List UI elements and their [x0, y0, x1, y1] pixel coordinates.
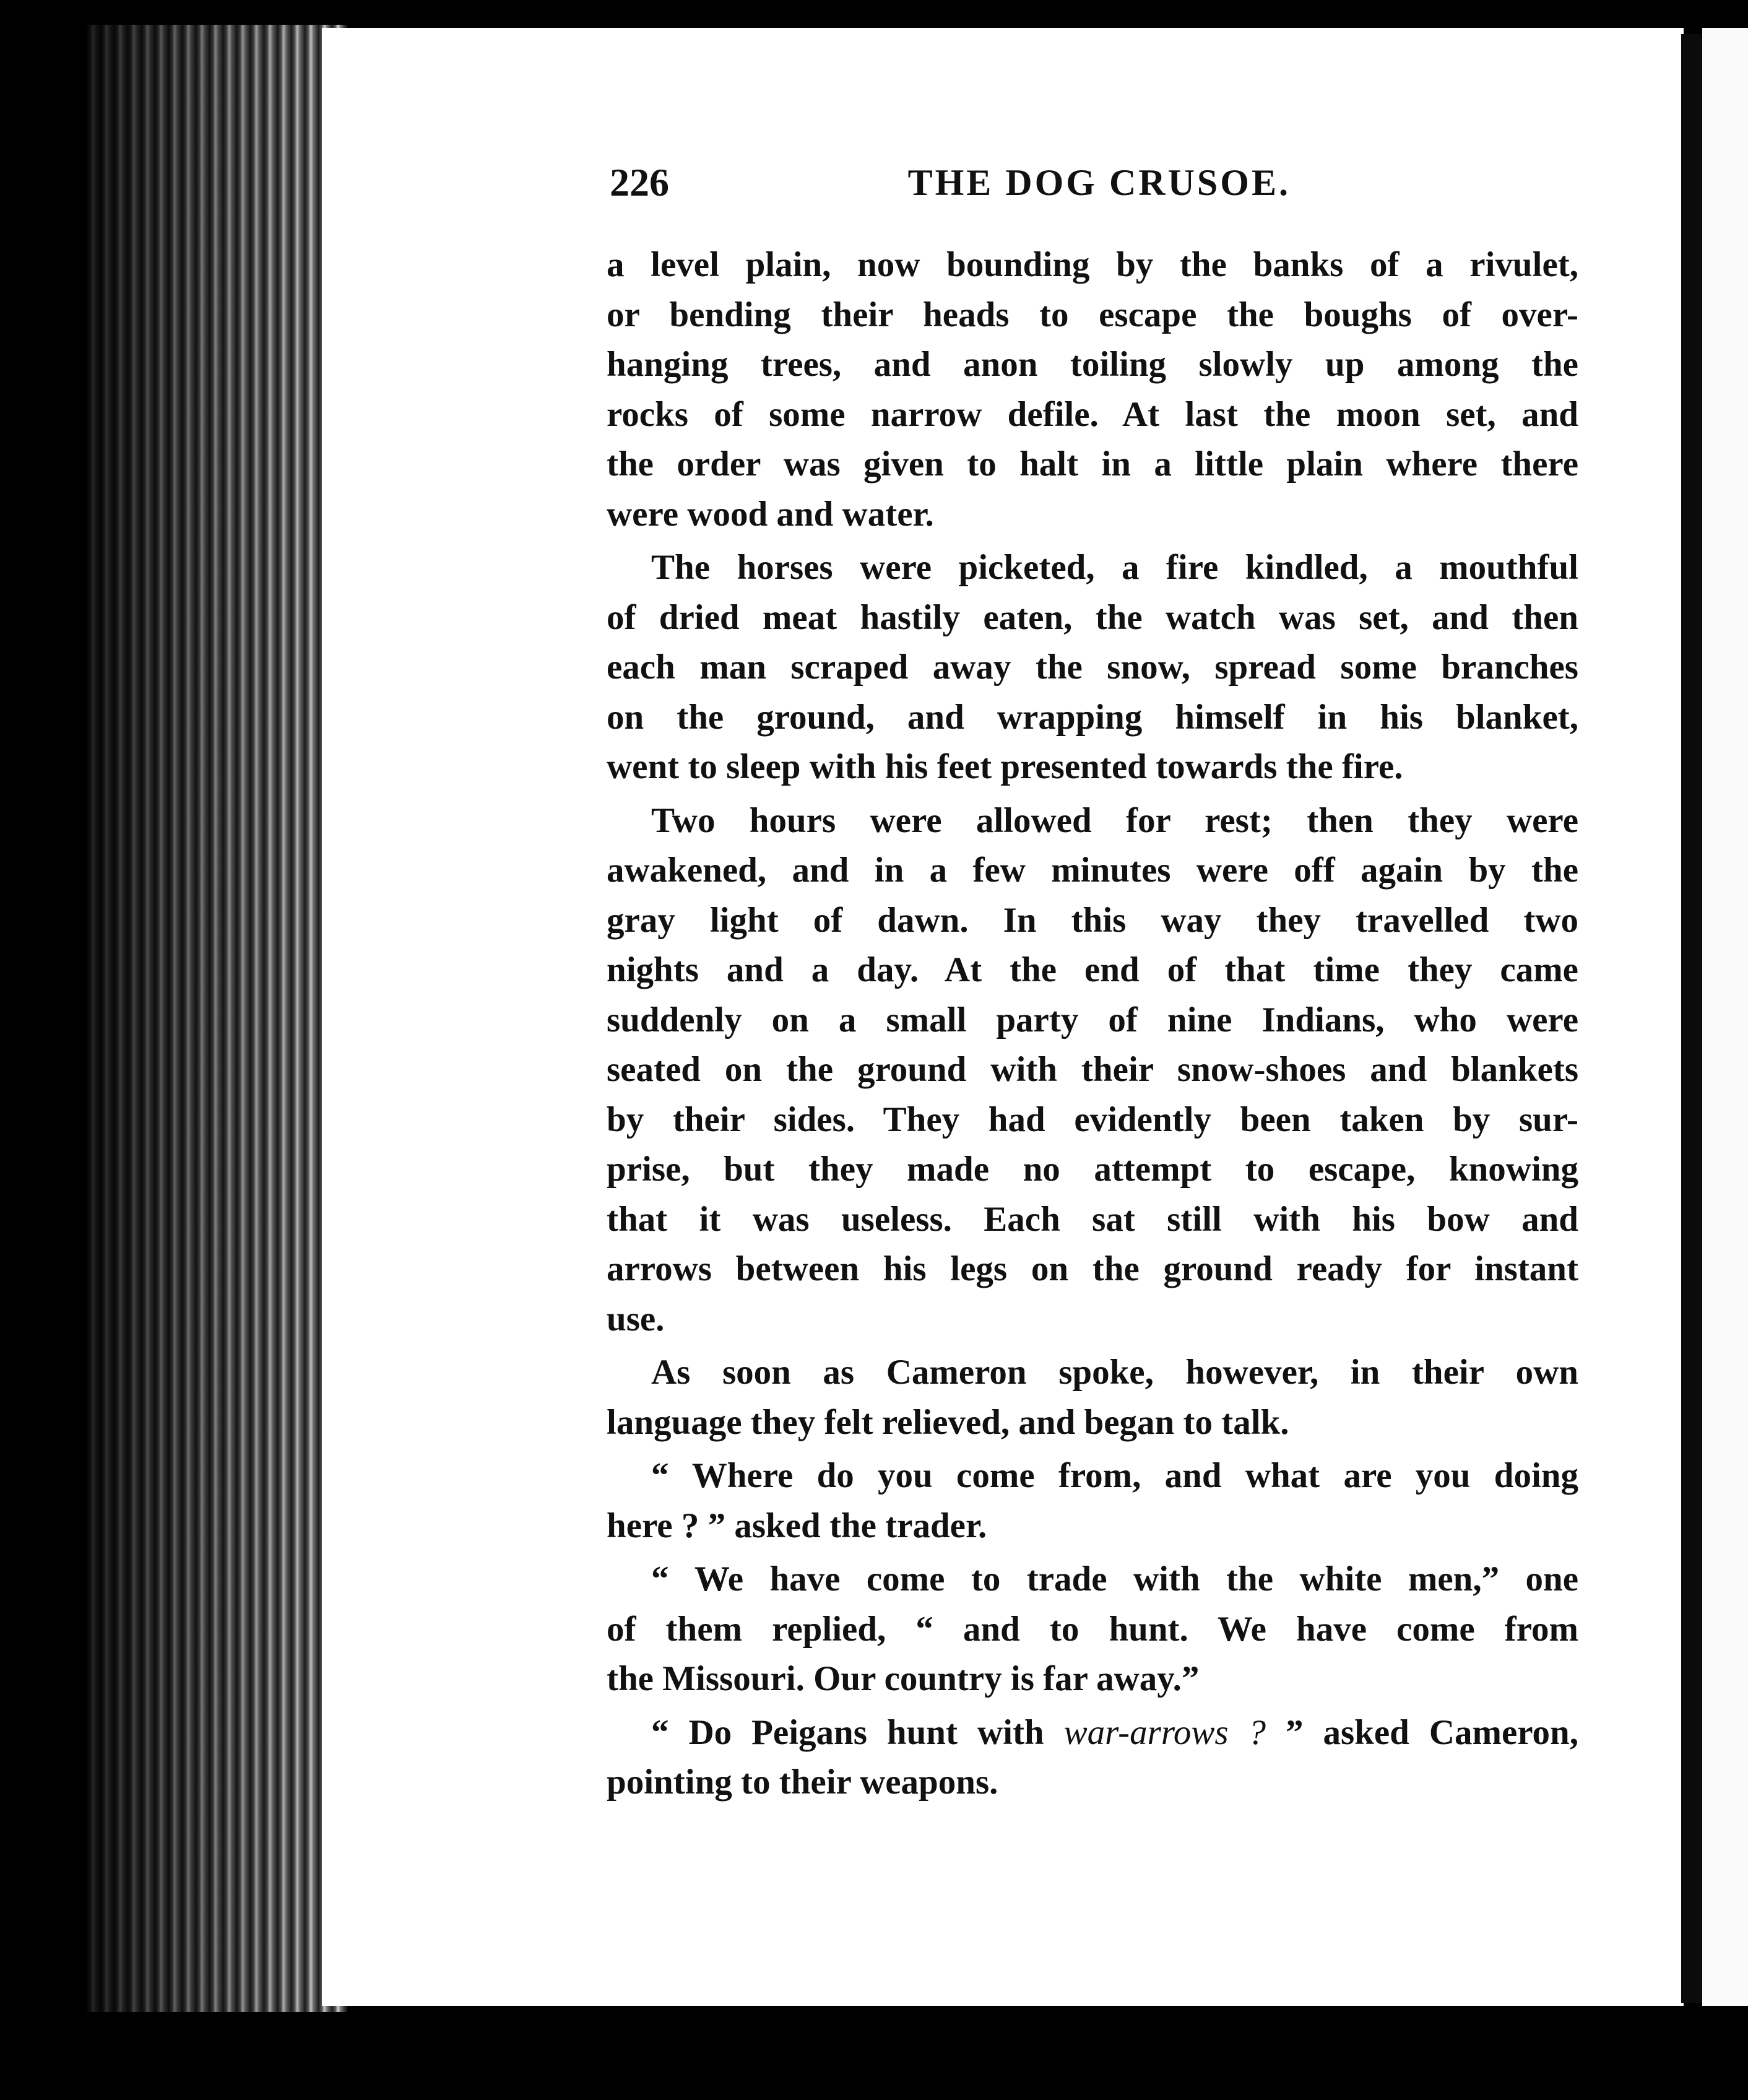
text-line: nights and a day. At the end of that time they came [607, 950, 1578, 989]
text-line: suddenly on a small party of nine Indians, who were [607, 1000, 1578, 1039]
text-line: seated on the ground with their snow-shoes and blankets [607, 1050, 1578, 1089]
running-head [610, 155, 1291, 210]
page-edges [87, 25, 347, 2012]
text-line: use. [607, 1299, 665, 1339]
text-line: here ? ” asked the trader. [607, 1506, 987, 1545]
book-title: THE DOG CRUSOE. [907, 162, 1291, 203]
text-line: prise, but they made no attempt to escape, knowing [607, 1150, 1578, 1189]
paragraph [607, 1708, 1578, 1808]
text-line: rocks of some narrow defile. At last the moon set, and [607, 394, 1578, 434]
paragraph [607, 543, 1578, 792]
text-line [607, 1708, 1578, 1758]
next-page-edge [1681, 34, 1702, 2003]
italic-run: war-arrows ? [1063, 1712, 1266, 1752]
text-line: language they felt relieved, and began to talk. [607, 1402, 1289, 1442]
text-line: the Missouri. Our country is far away.” [607, 1659, 1200, 1698]
paragraph [607, 1451, 1578, 1551]
text-line: The horses were picketed, a fire kindled, a mouthful [651, 548, 1578, 587]
text-line: or bending their heads to escape the boughs of over- [607, 295, 1578, 334]
text-line: the order was given to halt in a little plain where there [607, 445, 1578, 484]
paragraph [607, 796, 1578, 1345]
text-run: ” asked Cameron, [1266, 1712, 1579, 1752]
text-line: of dried meat hastily eaten, the watch was set, and then [607, 597, 1578, 637]
text-line: on the ground, and wrapping himself in his blanket, [607, 697, 1578, 737]
text-line: each man scraped away the snow, spread some branches [607, 648, 1578, 687]
body-text [607, 240, 1578, 1808]
text-line: “ Where do you come from, and what are you doing [651, 1456, 1578, 1495]
text-line: “ We have come to trade with the white men,” one [651, 1560, 1578, 1599]
text-line: pointing to their weapons. [607, 1763, 998, 1802]
text-line: by their sides. They had evidently been taken by sur- [607, 1100, 1578, 1139]
paragraph [607, 1555, 1578, 1704]
paragraph [607, 1348, 1578, 1447]
text-line: were wood and water. [607, 494, 934, 534]
page-number: 226 [610, 160, 669, 204]
text-line: arrows between his legs on the ground ready for instant [607, 1249, 1578, 1288]
text-line: that it was useless. Each sat still with his bow and [607, 1199, 1578, 1239]
text-line: went to sleep with his feet presented towards the fire. [607, 747, 1403, 786]
text-line: of them replied, “ and to hunt. We have come from [607, 1609, 1578, 1649]
next-page-strip [1702, 28, 1748, 2006]
text-run: “ Do Peigans hunt with [651, 1712, 1064, 1752]
text-line: gray light of dawn. In this way they travelled two [607, 900, 1578, 940]
text-line: hanging trees, and anon toiling slowly up among the [607, 345, 1578, 384]
text-line: a level plain, now bounding by the banks of a rivulet, [607, 245, 1578, 284]
text-line: awakened, and in a few minutes were off again by the [607, 851, 1578, 890]
text-line: As soon as Cameron spoke, however, in their own [651, 1353, 1578, 1392]
text-line: Two hours were allowed for rest; then they were [651, 801, 1578, 840]
paragraph [607, 240, 1578, 539]
